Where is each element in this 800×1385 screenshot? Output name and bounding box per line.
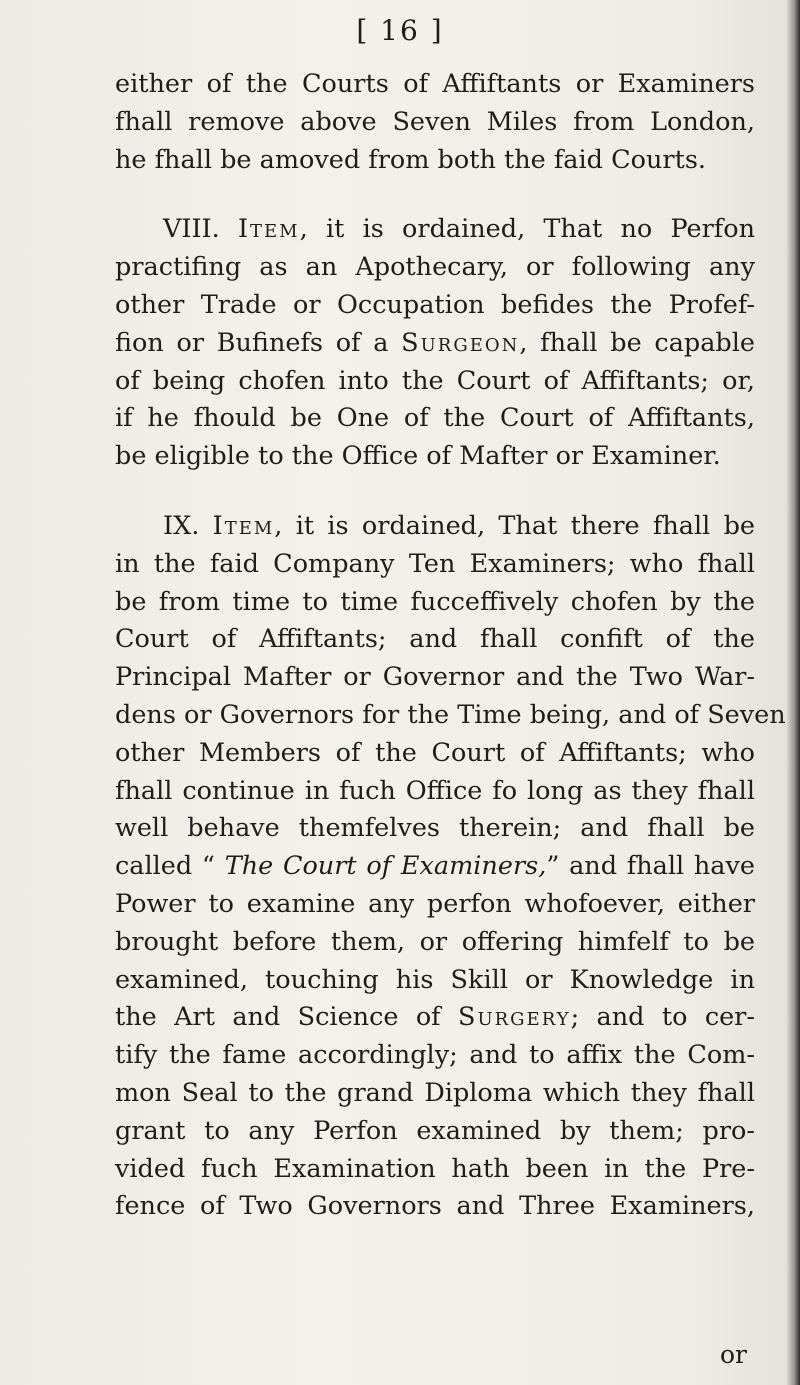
text-line: fion or Bufinefs of a Surgeon, fhall be capable	[115, 327, 755, 358]
text-line: dens or Governors for the Time being, and of Seven	[115, 699, 786, 730]
page-edge-shadow	[786, 0, 800, 1385]
catchword: or	[720, 1340, 748, 1369]
text-line: brought before them, or offering himfelf to be	[115, 926, 755, 957]
text-line: fence of Two Governors and Three Examiners,	[115, 1191, 755, 1222]
text-line: be eligible to the Office of Mafter or Examiner.	[115, 441, 721, 472]
text-line: fhall continue in fuch Office fo long as they fhall	[115, 775, 755, 806]
text-line: tify the fame accordingly; and to affix the Com-	[115, 1040, 755, 1071]
text-line: practifing as an Apothecary, or following any	[115, 252, 755, 283]
text-line: Principal Mafter or Governor and the Two War-	[115, 662, 755, 693]
page-number: [ 16 ]	[356, 14, 444, 47]
text-line: called “ The Court of Examiners,” and fhall have	[115, 851, 755, 882]
text-line: the Art and Science of Surgery; and to cer-	[115, 1002, 755, 1033]
text-line: well behave themfelves therein; and fhall be	[115, 813, 755, 844]
text-line: IX. Item, it is ordained, That there fhall be	[163, 510, 755, 541]
paragraph-continuation	[115, 66, 755, 179]
text-line: other Trade or Occupation befides the Profef-	[115, 289, 755, 320]
text-line: fhall remove above Seven Miles from London,	[115, 106, 755, 137]
paragraph-ix	[115, 508, 786, 1226]
paragraph-viii	[115, 211, 755, 476]
text-line: examined, touching his Skill or Knowledge in	[115, 964, 755, 995]
text-line: in the faid Company Ten Examiners; who fhall	[115, 548, 755, 579]
text-line: vided fuch Examination hath been in the Pre-	[115, 1153, 755, 1184]
text-line: VIII. Item, it is ordained, That no Perfon	[163, 214, 755, 245]
text-line: Court of Affiftants; and fhall confift of the	[115, 624, 755, 655]
text-line: if he fhould be One of the Court of Affiftants,	[115, 403, 755, 434]
text-line: other Members of the Court of Affiftants; who	[115, 737, 755, 768]
text-line: either of the Courts of Affiftants or Examiners	[115, 69, 755, 99]
text-line: he fhall be amoved from both the faid Courts.	[115, 144, 707, 175]
text-line: mon Seal to the grand Diploma which they fhall	[115, 1077, 755, 1108]
text-line: grant to any Perfon examined by them; pro-	[115, 1115, 755, 1146]
body-text	[115, 66, 786, 1226]
text-line: Power to examine any perfon whofoever, either	[115, 888, 755, 919]
text-line: of being chofen into the Court of Affiftants; or,	[115, 365, 755, 396]
text-line: be from time to time fucceffively chofen by the	[115, 586, 755, 617]
